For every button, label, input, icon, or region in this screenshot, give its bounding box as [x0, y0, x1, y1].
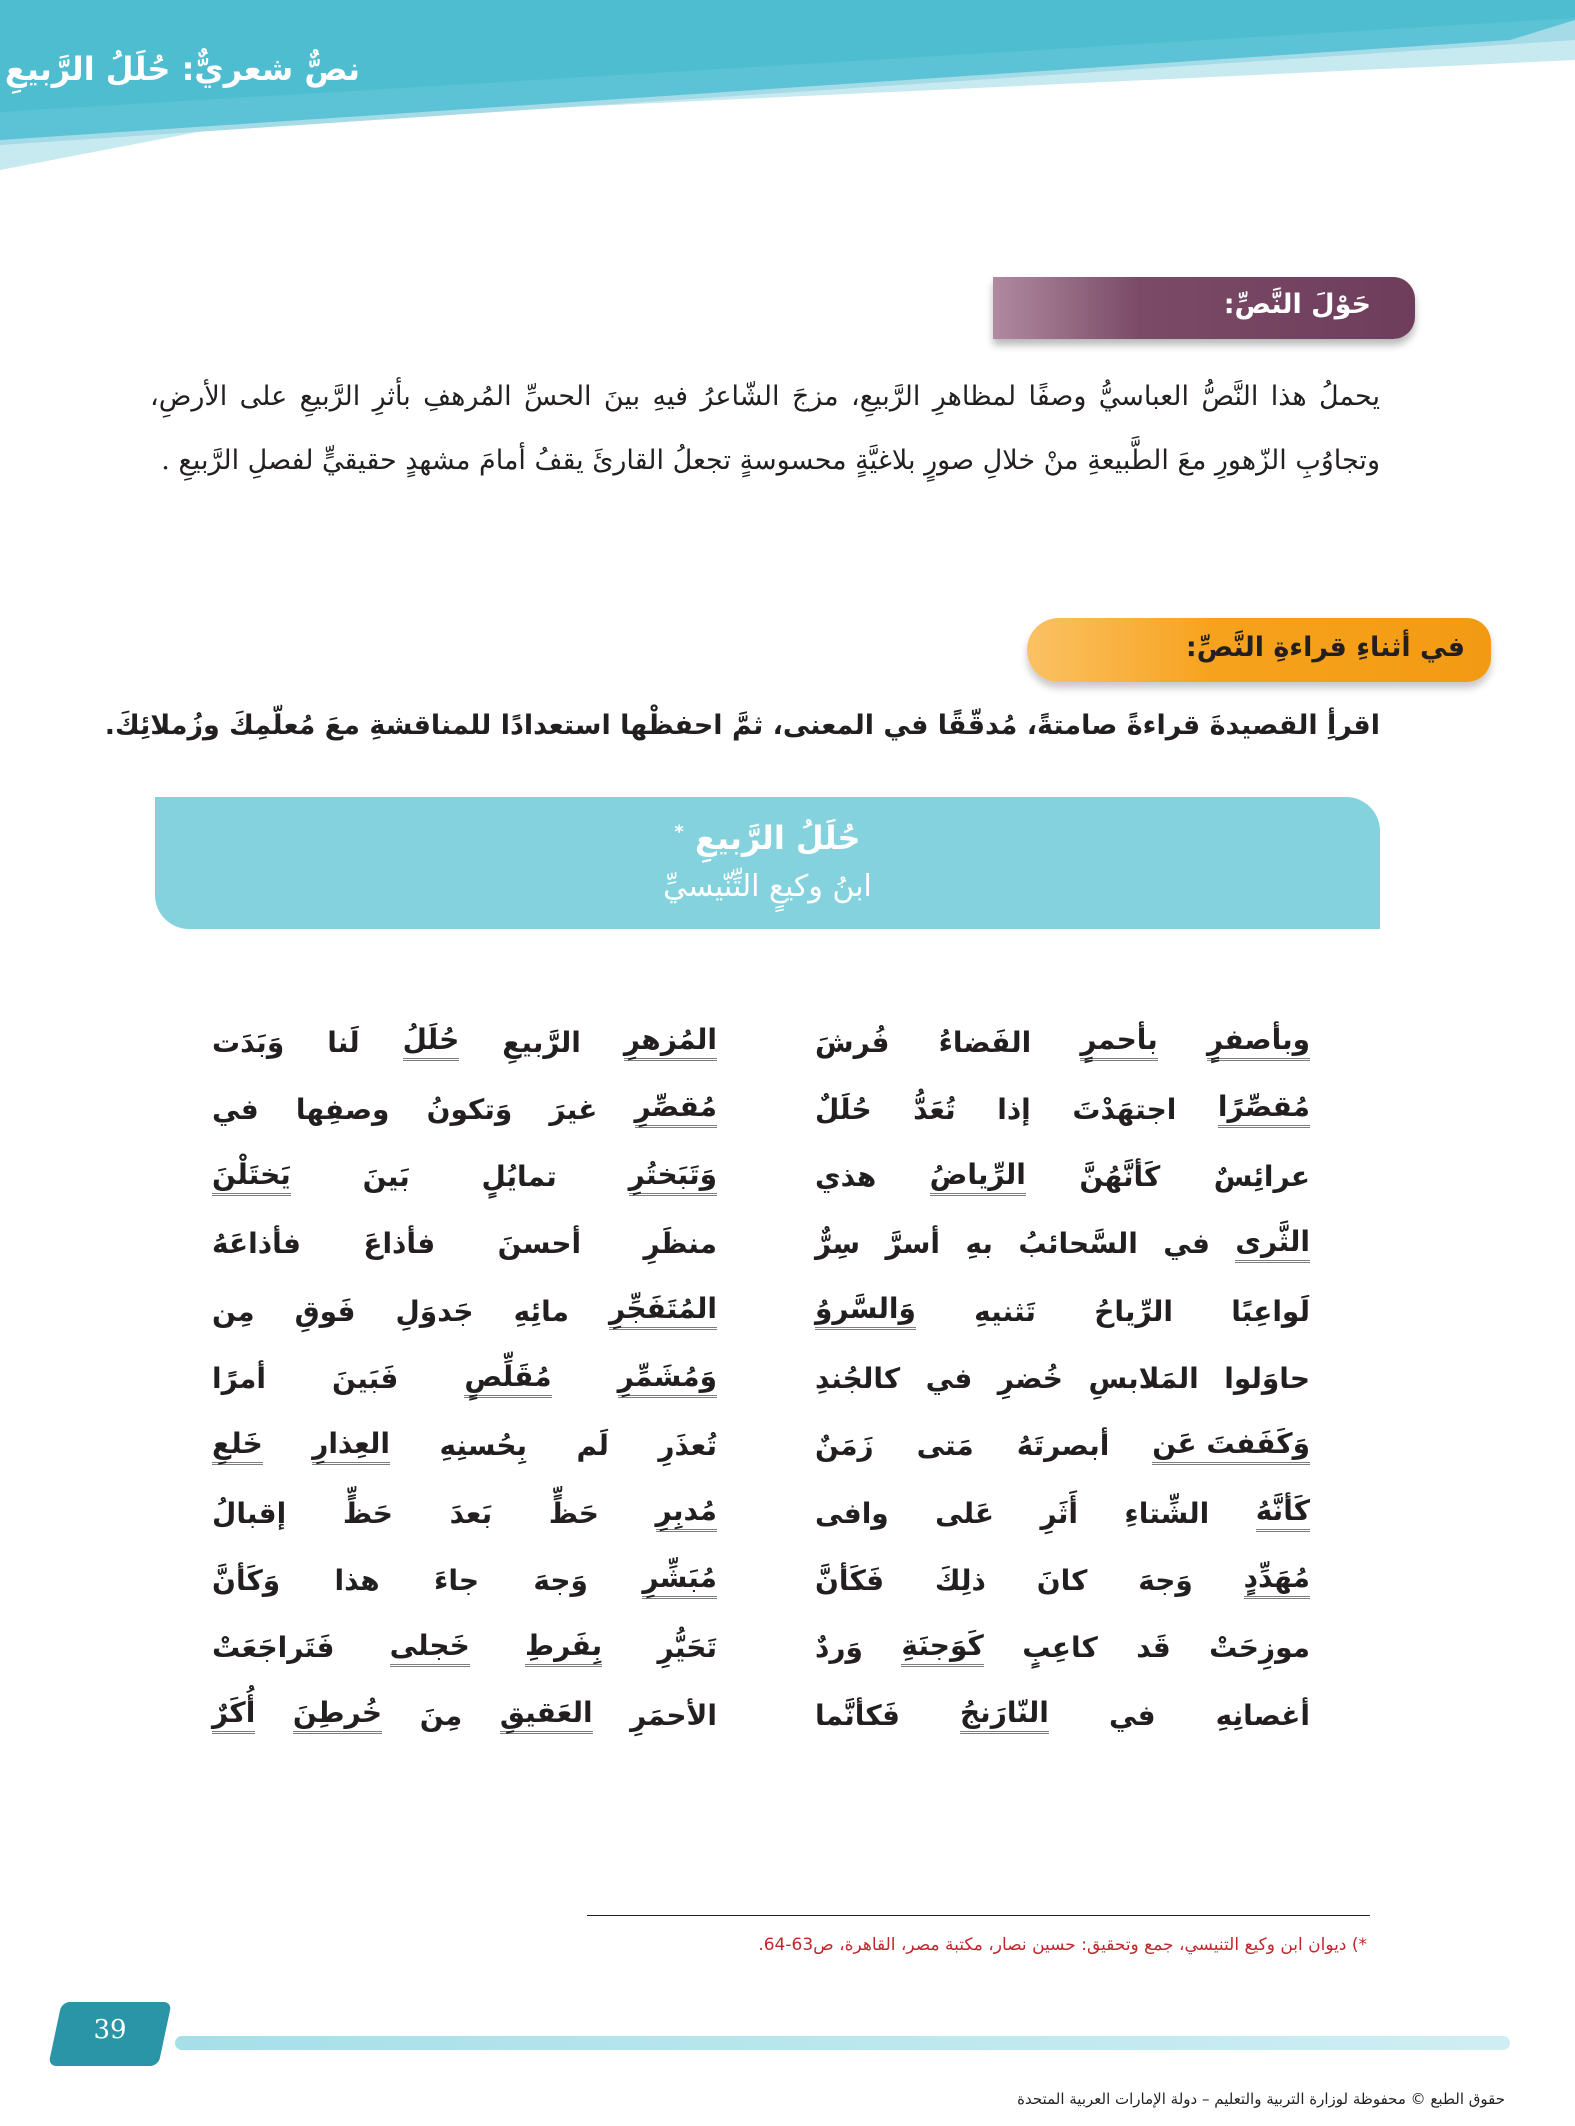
verse-word: لَنا: [327, 1025, 360, 1059]
verse-first-hemistich: [815, 1289, 1310, 1333]
verse-word: حَظٍّ: [342, 1496, 393, 1530]
verse-first-hemistich: [815, 1087, 1310, 1131]
verse-word: المُزهرِ: [624, 1023, 717, 1061]
verse-word: تَثنيهِ: [974, 1294, 1036, 1328]
verse-word: مُقصِّرًا: [1218, 1090, 1310, 1128]
verse-second-hemistich: [212, 1289, 717, 1333]
verse-first-hemistich: [815, 1020, 1310, 1064]
verse-word: فَكأنَّما: [815, 1698, 900, 1732]
footnote-marker: *: [674, 821, 684, 843]
verse-first-hemistich: [815, 1693, 1310, 1737]
verse-word: كانَ: [1036, 1563, 1088, 1597]
verse-word: لَم: [576, 1429, 609, 1463]
footer-bar: [175, 2036, 1510, 2050]
verse-word: فَوقِ: [294, 1294, 356, 1328]
verse-line: [0, 1558, 1575, 1602]
verse-word: وبأصفرٍ: [1207, 1023, 1310, 1061]
verse-word: تَحَيُّرِ: [657, 1631, 717, 1665]
verse-line: [0, 1626, 1575, 1670]
verse-word: الثَّرى: [1235, 1225, 1310, 1263]
verse-word: أبصرتَهُ: [1016, 1429, 1110, 1463]
verse-word: موزِحَتْ: [1209, 1631, 1310, 1665]
verse-word: كَوَجنَةِ: [901, 1629, 983, 1667]
verse-word: غيرَ: [549, 1092, 598, 1126]
verse-word: الأحمَرِ: [630, 1698, 717, 1732]
verse-second-hemistich: [212, 1087, 717, 1131]
verse-word: تُعذَرِ: [658, 1429, 717, 1463]
verse-word: مُبَشِّرِ: [642, 1561, 717, 1599]
verse-word: فَبَينَ: [332, 1362, 399, 1395]
verse-first-hemistich: [815, 1424, 1310, 1468]
verse-word: فَكَأنَّ: [815, 1563, 885, 1597]
verse-word: وَردٌ: [815, 1631, 863, 1665]
verse-word: ذلِكَ: [934, 1563, 986, 1597]
verse-line: [0, 1020, 1575, 1064]
verse-line: [0, 1222, 1575, 1266]
footnote: *) ديوان ابن وكيع التنيسي، جمع وتحقيق: حسين نصار، مكتبة مصر، القاهرة، ص63-64.: [758, 1935, 1367, 1955]
verse-line: [0, 1289, 1575, 1333]
reading-section-label: في أثناءِ قراءةِ النَّصِّ:: [1027, 618, 1491, 682]
verse-word: وَالسَّروُ: [815, 1292, 916, 1330]
verse-word: كالجُندِ: [815, 1362, 901, 1395]
verse-word: وَكَفَفتَ عَن: [1152, 1427, 1310, 1465]
verse-first-hemistich: [815, 1155, 1310, 1199]
verse-word: المُتَفَجِّرِ: [609, 1292, 717, 1330]
verse-word: لَواعِبًا: [1231, 1294, 1310, 1328]
verse-word: هذا: [334, 1563, 380, 1597]
verse-word: العِذارِ: [312, 1427, 390, 1465]
verse-first-hemistich: [815, 1626, 1310, 1670]
verse-word: مُقَلِّصٍ: [464, 1360, 551, 1398]
verse-word: النّارَنجُ: [960, 1696, 1049, 1734]
verse-second-hemistich: [212, 1357, 717, 1401]
verse-line: [0, 1491, 1575, 1535]
verse-word: حَظٍّ: [548, 1496, 599, 1530]
verse-word: بِفَرطِ: [525, 1629, 602, 1667]
header-banner: [0, 0, 1575, 200]
verse-second-hemistich: [212, 1424, 717, 1468]
verse-word: بَينَ: [362, 1160, 410, 1194]
verse-word: اجتهَدْتَ: [1072, 1092, 1177, 1126]
verse-word: المَلابسِ: [1088, 1362, 1199, 1395]
verse-word: زَمَنٌ: [815, 1429, 874, 1463]
verse-word: خُضرِ: [997, 1362, 1063, 1395]
verse-word: في: [925, 1362, 973, 1395]
verse-word: وَمُشَمِّرِ: [618, 1360, 717, 1398]
verse-word: قَد: [1136, 1631, 1171, 1665]
verse-second-hemistich: [212, 1693, 717, 1737]
verse-word: العَقيقِ: [500, 1696, 593, 1734]
verse-word: أحسنَ: [497, 1227, 582, 1261]
verse-word: بَعدَ: [449, 1496, 493, 1530]
verse-word: السَّحائبُ: [1018, 1227, 1138, 1261]
verse-word: فأذاعَ: [363, 1227, 436, 1261]
verse-word: فأذاعَهُ: [212, 1227, 301, 1261]
verse-second-hemistich: [212, 1558, 717, 1602]
verse-word: مائِهِ: [513, 1294, 569, 1328]
verse-word: الرِّياحُ: [1094, 1294, 1173, 1328]
verse-word: وَتكونُ: [426, 1092, 513, 1126]
verse-word: وَتَبَختُرِ: [629, 1158, 717, 1196]
verse-second-hemistich: [212, 1491, 717, 1535]
verse-second-hemistich: [212, 1155, 717, 1199]
verse-word: كَأنَّهُنَّ: [1079, 1160, 1161, 1194]
verse-word: الرَّبيعِ: [502, 1025, 581, 1059]
verse-word: تُعَدُّ: [913, 1092, 956, 1126]
reading-instruction: اقرأِ القصيدةَ قراءةً صامتةً، مُدقّقًا في المعنى، ثمَّ احفظْها استعدادًا للمناقشةِ معَ مُعلّمِكَ وزُملائِكَ.: [104, 710, 1380, 741]
verse-word: بِحُسنِهِ: [439, 1429, 528, 1463]
verse-word: وافى: [815, 1496, 889, 1530]
verse-word: يَختَلْنَ: [212, 1158, 291, 1196]
verse-word: حُلَلُ: [403, 1023, 460, 1061]
verse-word: خَجلى: [390, 1629, 470, 1667]
verse-word: تمايُلٍ: [481, 1160, 557, 1194]
verse-word: هذي: [815, 1160, 877, 1194]
verse-line: [0, 1424, 1575, 1468]
verse-second-hemistich: [212, 1222, 717, 1266]
verse-word: أَثَرِ: [1040, 1496, 1078, 1530]
verse-word: عرائِسٌ: [1213, 1160, 1310, 1194]
verse-word: بأحمرٍ: [1080, 1023, 1157, 1061]
verse-first-hemistich: [815, 1558, 1310, 1602]
verse-word: فُرشَ: [815, 1025, 890, 1059]
page-number: 39: [93, 2015, 127, 2045]
verse-word: فَتَراجَعَتْ: [212, 1631, 335, 1665]
verse-word: وَبَدَت: [212, 1025, 285, 1059]
verse-word: وَجهَ: [1138, 1563, 1193, 1597]
verse-word: إقبالُ: [212, 1496, 287, 1530]
verse-word: في: [1163, 1227, 1210, 1261]
intro-paragraph: يحملُ هذا النَّصُّ العباسيُّ وصفًا لمظاهرِ الرَّبيعِ، مزجَ الشّاعرُ فيهِ بينَ الحسِّ المُرهفِ بأثرِ الرَّبيعِ على الأرضِ، وتجاوُبِ الزّهورِ معَ الطَّبيعةِ منْ خلالِ صورٍ بلاغيَّةٍ محسوسةٍ تجعلُ القارئَ يقفُ أمامَ مشهدٍ حقيقيٍّ لفصلِ الرَّبيعِ .: [150, 381, 1380, 476]
verse-line: [0, 1693, 1575, 1737]
verse-first-hemistich: [815, 1222, 1310, 1266]
verse-word: سِرٌّ: [815, 1227, 860, 1261]
verse-word: جاءَ: [434, 1563, 480, 1597]
verse-word: حُلَلٌ: [815, 1092, 872, 1126]
footnote-divider: [587, 1915, 1370, 1916]
verse-word: مُقصِّرِ: [635, 1090, 718, 1128]
verse-word: عَلى: [935, 1496, 995, 1530]
verse-word: كاعِبٍ: [1022, 1631, 1098, 1665]
about-section-label: حَوْلَ النَّصِّ:: [993, 277, 1415, 339]
verse-first-hemistich: [815, 1357, 1310, 1401]
poem-author: ابنُ وكيعٍ التِّنّيسيِّ: [663, 869, 872, 904]
verse-line: [0, 1155, 1575, 1199]
verse-word: وَكَأنَّ: [212, 1563, 281, 1597]
verse-word: مِنَ: [419, 1698, 463, 1732]
verse-word: وَجهَ: [533, 1563, 588, 1597]
verse-word: مِن: [212, 1294, 255, 1328]
poem-title-box: [155, 797, 1380, 929]
copyright-notice: حقوق الطبع © محفوظة لوزارة التربية والتعليم – دولة الإمارات العربية المتحدة: [1017, 2090, 1505, 2108]
page-title: نصٌّ شعريٌّ: حُلَلُ الرَّبيعِ: [4, 50, 360, 88]
verse-word: أسرَّ: [885, 1227, 940, 1261]
verse-word: أمرًا: [212, 1362, 266, 1395]
verse-word: حاوَلوا: [1224, 1362, 1310, 1395]
verse-word: خَلعِ: [212, 1427, 263, 1465]
verse-word: بهِ: [965, 1227, 993, 1261]
verse-second-hemistich: [212, 1626, 717, 1670]
poem-title: حُلَلُ الرَّبيعِ *: [674, 819, 861, 857]
verse-word: أُكَرٌ: [212, 1696, 255, 1734]
verse-word: جَدوَلِ: [395, 1294, 474, 1328]
verse-second-hemistich: [212, 1020, 717, 1064]
verse-word: في: [1108, 1698, 1156, 1732]
verse-word: الفَضاءُ: [938, 1025, 1032, 1059]
verse-word: في: [212, 1092, 259, 1126]
verse-word: الشِّتاءِ: [1124, 1496, 1210, 1530]
verse-first-hemistich: [815, 1491, 1310, 1535]
verse-word: كَأنَّهُ: [1256, 1494, 1310, 1532]
verse-word: إذا: [997, 1092, 1031, 1126]
verse-word: وصفِها: [295, 1092, 390, 1126]
verse-line: [0, 1357, 1575, 1401]
verse-word: أغصانِهِ: [1215, 1698, 1310, 1732]
verse-word: مُدبِرِ: [656, 1494, 717, 1532]
verse-word: مُهَدِّدٍ: [1244, 1561, 1310, 1599]
verse-word: خُرطِنَ: [293, 1696, 382, 1734]
verse-word: منظَرِ: [643, 1227, 717, 1261]
verse-word: مَتى: [916, 1429, 974, 1463]
verse-line: [0, 1087, 1575, 1131]
verse-word: الرِّياضُ: [930, 1158, 1026, 1196]
